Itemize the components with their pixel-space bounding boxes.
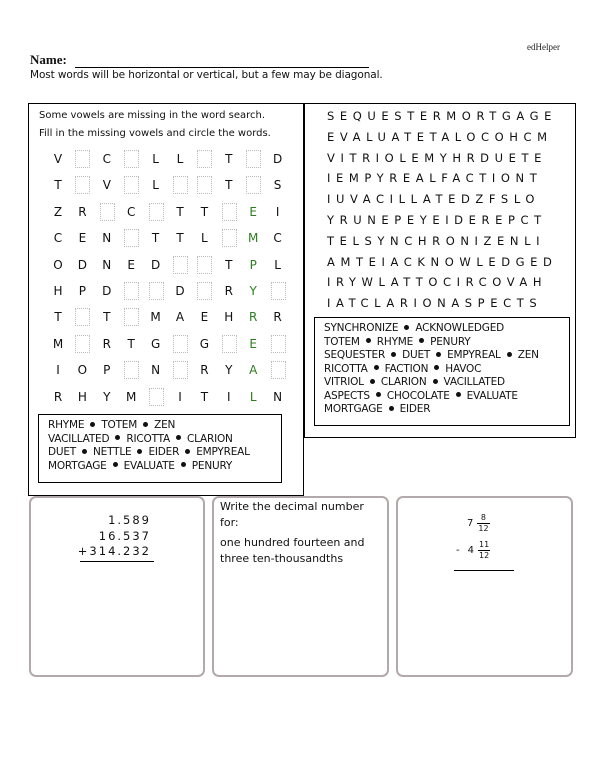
grid-letter: H bbox=[53, 284, 63, 298]
word-list-item: TOTEM bbox=[324, 335, 360, 348]
grid-letter: T bbox=[176, 231, 184, 246]
bullet-icon bbox=[82, 449, 87, 454]
word-list-item: PENURY bbox=[191, 459, 233, 472]
grid-letter: D bbox=[102, 284, 112, 298]
grid-letter: E bbox=[249, 336, 257, 351]
grid-letter: L bbox=[274, 257, 281, 272]
vowel-search-instruction-2: Fill in the missing vowels and circle the words. bbox=[39, 128, 271, 139]
grid-letter: N bbox=[151, 363, 161, 378]
bullet-icon bbox=[181, 462, 186, 467]
grid-letter: T bbox=[127, 336, 135, 351]
word-list-item: MORTGAGE bbox=[48, 459, 107, 472]
bullet-icon bbox=[143, 422, 148, 427]
grid-letter: N bbox=[273, 389, 283, 404]
missing-vowel-box[interactable] bbox=[100, 203, 115, 221]
decimal-phrase: one hundred fourteen and three ten-thousandths bbox=[220, 536, 365, 565]
missing-vowel-box[interactable] bbox=[173, 361, 188, 379]
word-list-item: SYNCHRONIZE bbox=[324, 322, 399, 334]
missing-vowel-box[interactable] bbox=[173, 256, 188, 274]
word-search-word-list bbox=[314, 317, 570, 426]
bullet-icon bbox=[370, 379, 375, 384]
addend-2: 16.537 bbox=[98, 528, 151, 543]
bullet-icon bbox=[137, 449, 142, 454]
word-list-item: RHYME bbox=[376, 335, 414, 348]
word-list-item: EMPYREAL bbox=[196, 446, 250, 458]
bullet-icon bbox=[90, 422, 95, 427]
letter-grid-row: YRUNEPEYEIDEREPCT bbox=[327, 213, 547, 227]
vowel-search-instruction-1: Some vowels are missing in the word search. bbox=[39, 110, 266, 121]
grid-letter: C bbox=[53, 231, 63, 246]
grid-letter: Y bbox=[225, 363, 233, 378]
word-list-item: EIDER bbox=[148, 446, 180, 458]
letter-grid-row: IATCLARIONASPECTS bbox=[327, 296, 543, 311]
word-list-item: EVALUATE bbox=[466, 389, 518, 402]
missing-vowel-box[interactable] bbox=[173, 176, 188, 194]
word-list-item: MORTGAGE bbox=[324, 403, 383, 415]
bullet-icon bbox=[113, 462, 118, 467]
grid-letter: N bbox=[102, 257, 112, 272]
word-list-item: EMPYREAL bbox=[447, 349, 501, 361]
grid-letter: L bbox=[152, 178, 159, 193]
grid-letter: D bbox=[77, 257, 88, 272]
grid-letter: L bbox=[201, 231, 208, 246]
missing-vowel-box[interactable] bbox=[149, 282, 164, 300]
word-list-item: RICOTTA bbox=[126, 432, 170, 445]
fraction-subtraction-card bbox=[396, 496, 573, 677]
addition-problem-card bbox=[29, 496, 205, 677]
minuend-whole: 7 bbox=[467, 518, 474, 529]
word-list-item: SEQUESTER bbox=[324, 349, 386, 361]
grid-letter: R bbox=[200, 363, 209, 378]
grid-letter: E bbox=[200, 310, 209, 325]
missing-vowel-box[interactable] bbox=[124, 229, 139, 247]
bullet-icon bbox=[434, 365, 439, 370]
missing-vowel-box[interactable] bbox=[222, 229, 237, 247]
missing-vowel-box[interactable] bbox=[75, 335, 90, 353]
grid-letter: T bbox=[151, 231, 160, 246]
word-list-item: DUET bbox=[402, 349, 431, 361]
grid-letter: G bbox=[199, 336, 210, 351]
vowel-search-word-list bbox=[38, 414, 282, 483]
missing-vowel-box[interactable] bbox=[271, 335, 286, 353]
name-input-line[interactable] bbox=[75, 53, 369, 68]
word-list-line bbox=[48, 433, 281, 447]
missing-vowel-box[interactable] bbox=[197, 150, 212, 168]
minuend-fraction bbox=[477, 513, 489, 534]
word-list-line bbox=[324, 376, 569, 390]
subtrahend-denominator: 12 bbox=[478, 551, 490, 560]
grid-letter: I bbox=[275, 204, 280, 219]
minus-operator: - bbox=[456, 545, 460, 556]
grid-letter: D bbox=[175, 284, 185, 298]
decimal-prompt: Write the decimal number for: bbox=[220, 500, 364, 529]
word-list-line bbox=[324, 322, 569, 336]
word-list-item: FACTION bbox=[384, 362, 429, 375]
grid-letter: A bbox=[249, 363, 258, 378]
word-list-item: EIDER bbox=[399, 403, 431, 415]
word-list-line bbox=[324, 363, 569, 377]
letter-grid-row: IRYWLATTOCIRCOVAH bbox=[327, 275, 548, 290]
sum-line bbox=[80, 561, 154, 562]
word-list-line bbox=[324, 390, 569, 404]
minuend bbox=[467, 513, 490, 534]
grid-letter: C bbox=[102, 152, 111, 166]
grid-letter: I bbox=[227, 389, 231, 404]
grid-letter: E bbox=[249, 204, 257, 219]
grid-letter: R bbox=[102, 336, 111, 351]
grid-letter: R bbox=[53, 389, 63, 404]
word-list-item: PENURY bbox=[430, 335, 471, 348]
grid-letter: L bbox=[249, 389, 257, 404]
grid-letter: M bbox=[126, 389, 137, 404]
grid-letter: L bbox=[176, 152, 184, 166]
word-list-item: CLARION bbox=[187, 432, 233, 445]
missing-vowel-box[interactable] bbox=[149, 203, 164, 221]
letter-grid-row: TELSYNCHRONIZENLI bbox=[327, 233, 546, 248]
grid-letter: D bbox=[272, 152, 283, 166]
grid-letter: C bbox=[126, 204, 136, 219]
grid-letter: M bbox=[52, 336, 64, 351]
letter-grid-row: IEMPYREALFACTIONT bbox=[327, 171, 543, 186]
grid-letter: D bbox=[150, 257, 161, 272]
difference-line bbox=[454, 570, 514, 571]
missing-vowel-box[interactable] bbox=[124, 282, 139, 300]
missing-vowel-box[interactable] bbox=[173, 335, 188, 353]
bullet-icon bbox=[115, 435, 120, 440]
grid-letter: R bbox=[249, 310, 258, 325]
grid-letter: R bbox=[273, 310, 282, 325]
word-list-item: ZEN bbox=[517, 349, 539, 361]
missing-vowel-box[interactable] bbox=[197, 176, 212, 194]
grid-letter: Z bbox=[53, 204, 63, 219]
grid-letter: T bbox=[225, 178, 233, 193]
grid-letter: T bbox=[200, 389, 209, 404]
grid-letter: R bbox=[224, 284, 233, 298]
minuend-denominator: 12 bbox=[478, 524, 489, 533]
decimal-words-card bbox=[212, 496, 389, 677]
grid-letter: P bbox=[103, 363, 111, 378]
bullet-icon bbox=[433, 379, 438, 384]
word-list-item: RHYME bbox=[48, 419, 85, 431]
word-list-item: DUET bbox=[48, 446, 77, 458]
word-list-line bbox=[48, 460, 281, 474]
letter-grid-row: IUVACILLATEDZFSLO bbox=[327, 192, 541, 207]
subtrahend-whole: 4 bbox=[467, 545, 474, 556]
grid-letter: V bbox=[53, 152, 63, 166]
grid-letter: I bbox=[56, 363, 60, 378]
word-list-line bbox=[48, 446, 281, 460]
bullet-icon bbox=[374, 365, 379, 370]
grid-letter: T bbox=[54, 178, 62, 193]
word-list-item: VACILLATED bbox=[48, 432, 110, 445]
bullet-icon bbox=[366, 338, 371, 343]
missing-vowel-box[interactable] bbox=[124, 308, 139, 326]
word-list-item: VITRIOL bbox=[324, 376, 364, 388]
word-list-item: CLARION bbox=[380, 376, 427, 388]
word-list-line bbox=[324, 349, 569, 363]
grid-letter: I bbox=[178, 389, 182, 404]
missing-vowel-box[interactable] bbox=[271, 361, 286, 379]
name-row bbox=[30, 52, 369, 68]
missing-vowel-box[interactable] bbox=[124, 150, 139, 168]
grid-letter: O bbox=[77, 363, 88, 378]
word-search-panel bbox=[304, 103, 576, 438]
bullet-icon bbox=[185, 449, 190, 454]
grid-letter: P bbox=[78, 284, 87, 298]
grid-letter: N bbox=[102, 231, 112, 246]
word-list-item: EVALUATE bbox=[123, 459, 175, 472]
grid-letter: E bbox=[78, 231, 87, 246]
grid-letter: H bbox=[224, 310, 234, 325]
grid-letter: T bbox=[200, 204, 209, 219]
grid-letter: A bbox=[175, 310, 185, 325]
grid-letter: E bbox=[127, 257, 135, 272]
addition-stack bbox=[78, 513, 151, 560]
subtrahend-numerator: 11 bbox=[478, 540, 490, 549]
addend-1: 1.589 bbox=[108, 513, 151, 527]
grid-letter: P bbox=[249, 257, 257, 272]
missing-vowel-box[interactable] bbox=[124, 176, 139, 194]
instructions: Most words will be horizontal or vertical, but a few may be diagonal. bbox=[30, 69, 383, 81]
missing-vowel-box[interactable] bbox=[75, 176, 90, 194]
missing-vowel-box[interactable] bbox=[271, 282, 286, 300]
subtrahend-fraction bbox=[478, 540, 490, 561]
bullet-icon bbox=[456, 392, 461, 397]
missing-vowel-box[interactable] bbox=[197, 256, 212, 274]
subtrahend bbox=[456, 540, 490, 561]
missing-vowel-box[interactable] bbox=[222, 335, 237, 353]
minuend-numerator: 8 bbox=[480, 513, 487, 522]
grid-letter: O bbox=[53, 257, 63, 272]
missing-vowel-box[interactable] bbox=[222, 203, 237, 221]
grid-letter: M bbox=[248, 231, 259, 246]
grid-letter: G bbox=[150, 336, 161, 351]
grid-letter: T bbox=[103, 310, 111, 325]
word-list-item: ZEN bbox=[154, 419, 176, 431]
grid-letter: M bbox=[150, 310, 161, 325]
grid-letter: S bbox=[273, 178, 282, 193]
grid-letter: Y bbox=[103, 389, 111, 404]
letter-grid-row: SEQUESTERMORTGAGE bbox=[327, 109, 557, 123]
missing-vowel-box[interactable] bbox=[75, 150, 90, 168]
bullet-icon bbox=[391, 352, 396, 357]
grid-letter: T bbox=[225, 152, 233, 166]
missing-vowel-box[interactable] bbox=[246, 150, 261, 168]
word-list-item: NETTLE bbox=[93, 446, 132, 458]
missing-vowel-box[interactable] bbox=[197, 282, 212, 300]
grid-letter: C bbox=[273, 231, 282, 246]
bullet-icon bbox=[419, 338, 424, 343]
brand-label: edHelper bbox=[527, 42, 560, 52]
grid-letter: T bbox=[176, 204, 184, 219]
vowel-word-search-panel bbox=[28, 103, 304, 496]
word-list-line bbox=[48, 419, 281, 433]
missing-vowel-box[interactable] bbox=[246, 176, 261, 194]
addend-3: +314.232 bbox=[77, 544, 151, 558]
word-list-item: ASPECTS bbox=[324, 389, 370, 402]
word-list-item: ACKNOWLEDGED bbox=[415, 322, 505, 334]
word-list-item: VACILLATED bbox=[443, 376, 505, 388]
letter-grid-row: VITRIOLEMYHRDUETE bbox=[327, 150, 548, 165]
missing-vowel-box[interactable] bbox=[149, 388, 164, 406]
word-list-item: HAVOC bbox=[445, 362, 482, 375]
letter-grid-row: AMTEIACKNOWLEDGED bbox=[327, 254, 558, 269]
bullet-icon bbox=[389, 406, 394, 411]
grid-letter: Y bbox=[249, 284, 257, 298]
bullet-icon bbox=[507, 352, 512, 357]
missing-vowel-box[interactable] bbox=[124, 361, 139, 379]
bullet-icon bbox=[404, 325, 409, 330]
word-list-line bbox=[324, 403, 569, 417]
letter-grid-row: EVALUATETALOCOHCM bbox=[327, 129, 553, 144]
grid-letter: R bbox=[78, 204, 87, 219]
word-list-line bbox=[324, 336, 569, 350]
bullet-icon bbox=[376, 392, 381, 397]
missing-vowel-box[interactable] bbox=[75, 308, 90, 326]
bullet-icon bbox=[436, 352, 441, 357]
word-list-item: TOTEM bbox=[101, 419, 138, 431]
grid-letter: T bbox=[225, 257, 233, 272]
grid-letter: V bbox=[102, 178, 111, 193]
grid-letter: T bbox=[54, 310, 62, 325]
grid-letter: L bbox=[152, 152, 159, 166]
name-label: Name: bbox=[30, 52, 67, 67]
bullet-icon bbox=[176, 435, 181, 440]
word-list-item: RICOTTA bbox=[324, 362, 368, 375]
grid-letter: H bbox=[77, 389, 87, 404]
word-list-item: CHOCOLATE bbox=[386, 389, 450, 402]
